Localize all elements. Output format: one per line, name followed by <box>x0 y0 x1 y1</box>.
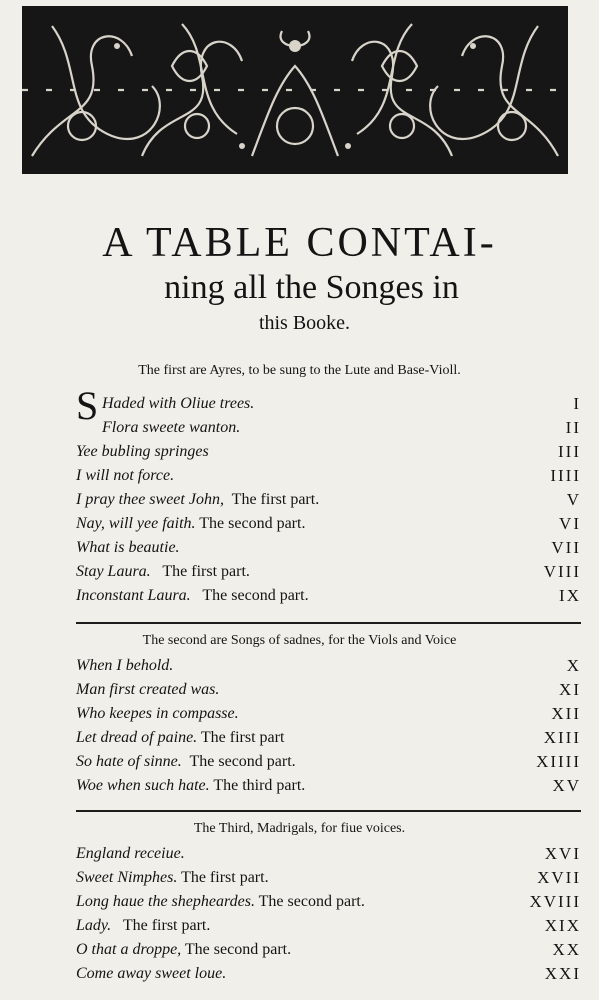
song-title: What is beautie. <box>76 539 180 556</box>
song-part: The first part. <box>162 563 250 580</box>
song-title: Stay Laura. <box>76 563 151 580</box>
song-title: Yee bubling springes <box>76 443 209 460</box>
song-title: Flora sweete wanton. <box>102 419 241 436</box>
list-item <box>76 512 581 536</box>
song-title: When I behold. <box>76 657 174 674</box>
song-part: The second part. <box>189 753 296 770</box>
song-title: Haded with Oliue trees. <box>102 395 255 412</box>
list-item <box>76 584 581 608</box>
song-numeral: IX <box>559 586 581 605</box>
drop-cap-letter: S <box>76 383 99 428</box>
list-item <box>76 488 581 512</box>
song-title: Let dread of paine. <box>76 729 198 746</box>
song-numeral: X <box>566 656 581 675</box>
song-numeral: XX <box>552 940 581 959</box>
song-numeral: V <box>566 490 581 509</box>
section-heading-madrigals: The Third, Madrigals, for fiue voices. <box>193 821 406 836</box>
song-numeral: VII <box>551 538 581 557</box>
song-title: Lady. <box>76 917 112 934</box>
song-title: Long haue the shepheardes. <box>76 893 255 910</box>
list-item <box>76 914 581 938</box>
song-title: Man first created was. <box>76 681 220 698</box>
list-item <box>76 890 581 914</box>
song-part: The second part. <box>258 893 365 910</box>
song-title: Inconstant Laura. <box>76 587 191 604</box>
song-part: The third part. <box>213 777 306 794</box>
song-part: The first part. <box>181 869 269 886</box>
song-part: The first part. <box>122 917 211 934</box>
song-numeral: XII <box>551 704 581 723</box>
song-numeral: III <box>558 442 581 461</box>
song-numeral: XV <box>552 776 581 795</box>
song-numeral: IIII <box>550 466 581 485</box>
list-item <box>76 560 581 584</box>
song-title: Who keepes in compasse. <box>76 705 239 722</box>
table-title-line-2: ning all the Songes in <box>164 269 459 306</box>
song-numeral: XVIII <box>529 892 581 911</box>
song-title: Nay, will yee faith. <box>76 515 196 532</box>
list-item <box>76 536 581 560</box>
list-item <box>76 702 581 726</box>
section-divider <box>76 810 581 812</box>
song-title: So hate of sinne. <box>76 753 182 770</box>
song-numeral: XIIII <box>536 752 581 771</box>
song-part: The first part. <box>231 491 320 508</box>
song-title: O that a droppe, <box>76 941 182 958</box>
list-item <box>76 962 581 986</box>
list-item <box>76 842 581 866</box>
decorative-headpiece-ornament <box>22 6 568 174</box>
song-title: I will not force. <box>76 467 175 484</box>
song-part: The second part. <box>184 941 292 958</box>
list-item <box>76 654 581 678</box>
song-numeral: XXI <box>544 964 581 983</box>
song-numeral: I <box>573 394 581 413</box>
list-item <box>76 866 581 890</box>
list-item <box>76 392 581 416</box>
song-numeral: XVI <box>544 844 581 863</box>
table-title-line-3: this Booke. <box>258 312 351 334</box>
song-numeral: II <box>565 418 581 437</box>
song-numeral: XI <box>559 680 581 699</box>
list-item <box>76 726 581 750</box>
list-item <box>76 750 581 774</box>
list-item <box>76 774 581 798</box>
song-part: The second part. <box>202 587 309 604</box>
song-title: I pray thee sweet John, <box>76 491 224 508</box>
song-part: The first part <box>200 729 285 746</box>
list-item <box>76 464 581 488</box>
song-title: England receiue. <box>76 845 185 862</box>
song-numeral: VIII <box>543 562 581 581</box>
song-numeral: XVII <box>537 868 581 887</box>
song-numeral: XIX <box>544 916 581 935</box>
song-title: Come away sweet loue. <box>76 965 227 982</box>
song-numeral: XIII <box>543 728 581 747</box>
song-numeral: VI <box>559 514 581 533</box>
song-title: Sweet Nimphes. <box>76 869 178 886</box>
section-divider <box>76 622 581 624</box>
song-title: Woe when such hate. <box>76 777 210 794</box>
list-item <box>76 440 581 464</box>
list-item <box>76 416 581 440</box>
table-title-line-1: A TABLE CONTAI- <box>102 220 497 266</box>
list-item <box>76 938 581 962</box>
list-item <box>76 678 581 702</box>
section-heading-ayres: The first are Ayres, to be sung to the Lute and Base-Violl. <box>138 363 461 378</box>
song-part: The second part. <box>199 515 306 532</box>
section-heading-songs-of-sadnes: The second are Songs of sadnes, for the Viols and Voice <box>142 633 457 648</box>
